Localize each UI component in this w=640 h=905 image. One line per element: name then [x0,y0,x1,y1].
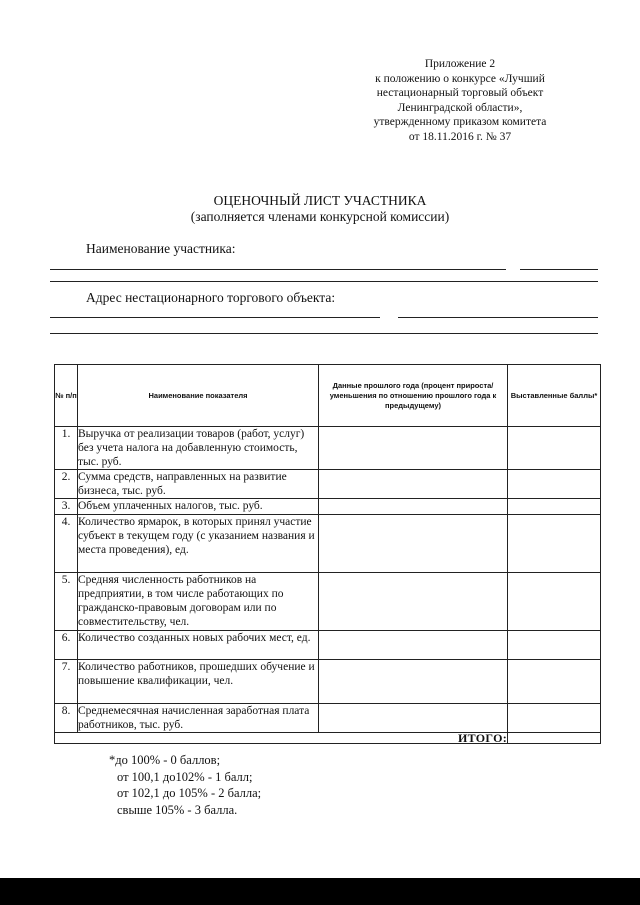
appendix-line: Ленинградской области», [397,101,523,114]
form-title-block [0,193,640,225]
scoring-note: от 100,1 до102% - 1 балл; [117,769,253,784]
form-subtitle: (заполняется членами конкурсной комиссии) [190,209,450,224]
row-previous-year-cell[interactable] [319,515,508,573]
row-score-cell[interactable] [508,631,601,660]
row-score-cell[interactable] [508,515,601,573]
row-score-cell[interactable] [508,660,601,704]
header-indicator: Наименование показателя [78,365,319,427]
appendix-line: утвержденному приказом комитета [373,116,547,129]
table-row [55,515,601,573]
table-total-row [55,733,601,744]
scoring-note: от 102,1 до 105% - 2 балла; [117,786,262,800]
table-row [55,427,601,470]
row-previous-year-cell[interactable] [319,660,508,704]
row-number: 7. [55,660,78,704]
row-indicator: Среднемесячная начисленная заработная плата работников, тыс. руб. [78,704,319,733]
row-number: 5. [55,573,78,631]
row-previous-year-cell[interactable] [319,573,508,631]
header-previous-year: Данные прошлого года (процент прироста/уменьшения по отношению прошлого года к предыдущему) [319,365,508,427]
table-row [55,499,601,515]
row-number: 8. [55,704,78,733]
scan-bottom-border [0,878,640,905]
row-score-cell[interactable] [508,427,601,470]
row-indicator: Выручка от реализации товаров (работ, услуг) без учета налога на добавленную стоимость, тыс. руб. [78,427,319,470]
row-score-cell[interactable] [508,499,601,515]
appendix-line: Приложение 2 [424,58,496,70]
row-number: 4. [55,515,78,573]
form-title: ОЦЕНОЧНЫЙ ЛИСТ УЧАСТНИКА [213,193,427,208]
row-previous-year-cell[interactable] [319,631,508,660]
appendix-line: от 18.11.2016 г. № 37 [408,130,512,143]
row-indicator: Средняя численность работников на предприятии, в том числе работающих по гражданско-правовым договорам или по совместительству, чел. [78,573,319,631]
scoring-notes [109,752,261,818]
header-score: Выставленные баллы* [508,365,601,427]
appendix-line: к положению о конкурсе «Лучший [375,72,545,85]
appendix-line: нестационарный торговый объект [376,87,544,100]
row-indicator: Количество работников, прошедших обучение и повышение квалификации, чел. [78,660,319,704]
appendix-header [330,57,590,145]
row-indicator: Количество созданных новых рабочих мест, ед. [78,631,319,660]
scoring-note: свыше 105% - 3 балла. [117,802,238,817]
row-number: 3. [55,499,78,515]
row-previous-year-cell[interactable] [319,427,508,470]
table-header-row [55,365,601,427]
row-indicator: Объем уплаченных налогов, тыс. руб. [78,499,319,515]
row-number: 6. [55,631,78,660]
address-line-2[interactable] [50,333,598,334]
address-label: Адрес нестационарного торгового объекта: [86,290,336,305]
scoring-note: *до 100% - 0 баллов; [109,753,221,767]
row-previous-year-cell[interactable] [319,470,508,499]
participant-name-line-1a[interactable] [50,269,506,270]
row-indicator: Сумма средств, направленных на развитие бизнеса, тыс. руб. [78,470,319,499]
table-row [55,573,601,631]
row-score-cell[interactable] [508,704,601,733]
address-line-1a[interactable] [50,317,380,318]
table-row [55,470,601,499]
row-number: 2. [55,470,78,499]
row-previous-year-cell[interactable] [319,499,508,515]
row-score-cell[interactable] [508,573,601,631]
row-indicator: Количество ярмарок, в которых принял участие субъект в текущем году (с указанием названия и места проведения), ед. [78,515,319,573]
table-row [55,660,601,704]
evaluation-table [54,364,601,744]
participant-name-line-1b[interactable] [520,269,598,270]
row-number: 1. [55,427,78,470]
total-score-cell[interactable] [508,733,601,744]
total-label: ИТОГО: [55,733,508,744]
row-previous-year-cell[interactable] [319,704,508,733]
address-line-1b[interactable] [398,317,598,318]
table-row [55,704,601,733]
table-row [55,631,601,660]
participant-name-label: Наименование участника: [86,241,236,256]
header-num: № п/п [55,365,78,427]
row-score-cell[interactable] [508,470,601,499]
participant-name-line-2[interactable] [50,281,598,282]
